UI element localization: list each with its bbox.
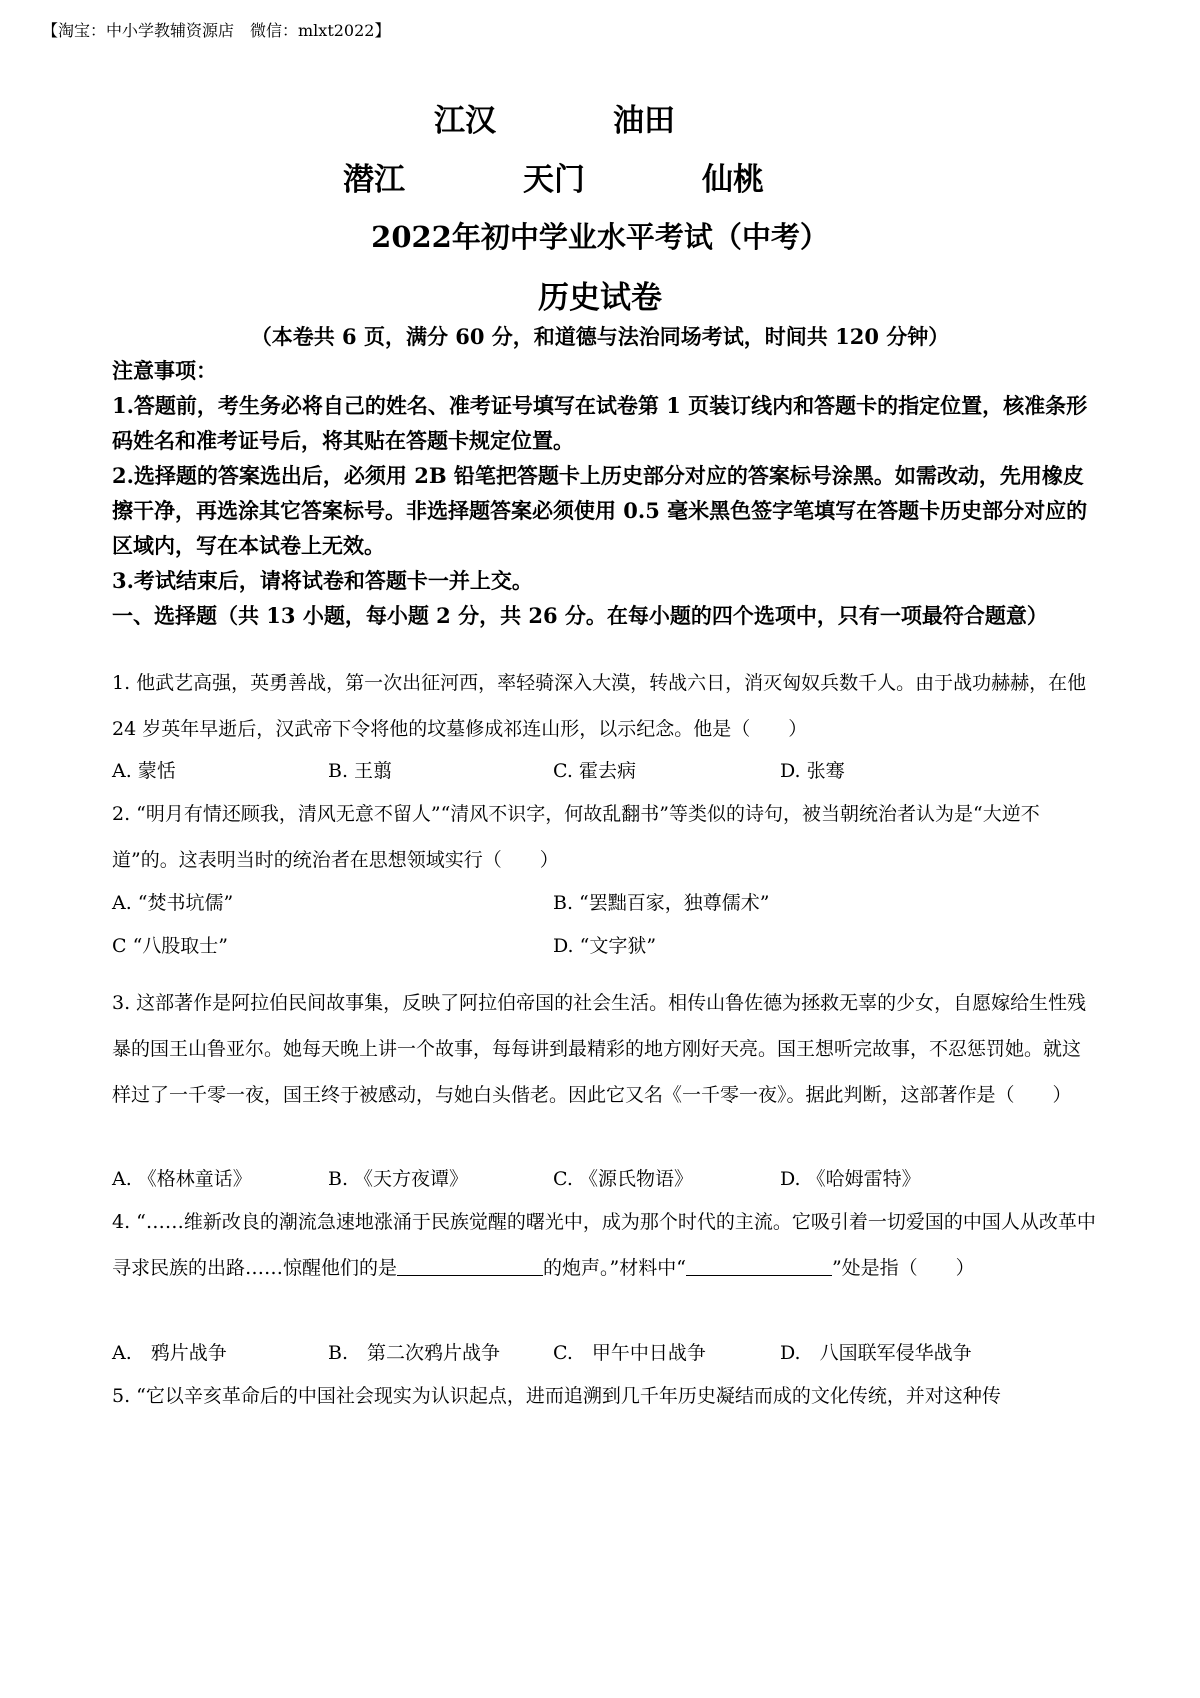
- option-b: B. 第二次鸦片战争: [328, 1342, 501, 1364]
- notice-item-1: 1.答题前，考生务必将自己的姓名、准考证号填写在试卷第 1 页装订线内和答题卡的指定位置，核准条形码姓名和准考证号后，将其贴在答题卡规定位置。: [112, 393, 1088, 453]
- option-b: B. 《天方夜谭》: [328, 1168, 469, 1190]
- question-2-options-row-1: [112, 888, 1102, 928]
- option-d: D. 张骞: [780, 760, 845, 782]
- option-a: A. 《格林童话》: [112, 1168, 252, 1190]
- fill-in-blank: [686, 1255, 832, 1276]
- question-stem: 3. 这部著作是阿拉伯民间故事集，反映了阿拉伯帝国的社会生活。相传山鲁佐德为拯救无辜的少女，自愿嫁给生性残暴的国王山鲁亚尔。她每天晚上讲一个故事，每每讲到最精彩的地方刚好天亮。国王想听完故事，不忍惩罚她。就这样过了一千零一夜，国王终于被感动，与她白头偕老。因此它又名《一千零一夜》。据此判断，这部著作是（ ）: [112, 992, 1087, 1106]
- exam-info: （本卷共 6 页，满分 60 分，和道德与法治同场考试，时间共 120 分钟）: [250, 324, 950, 349]
- option-a: A. 蒙恬: [112, 760, 176, 782]
- notice-section: [112, 353, 1098, 633]
- option-b: B. “罢黜百家，独尊儒术”: [553, 892, 770, 914]
- question-4-options: [112, 1338, 1102, 1378]
- question-3-options: [112, 1164, 1102, 1204]
- subject-title: 历史试卷: [538, 280, 662, 316]
- region-qianjiang: 潜江: [343, 162, 405, 198]
- question-2: [112, 791, 1098, 883]
- region-youtian: 油田: [613, 103, 675, 139]
- option-d: D. 《哈姆雷特》: [780, 1168, 921, 1190]
- option-b: B. 王翦: [328, 760, 393, 782]
- question-3: [112, 980, 1098, 1118]
- question-stem: 4. “……维新改良的潮流急速地涨涌于民族觉醒的曙光中，成为那个时代的主流。它吸引着一切爱国的中国人从改革中寻求民族的出路……惊醒他们的是 的炮声。”材料中“ ”处是指（ ）: [112, 1211, 1096, 1279]
- option-d: D. 八国联军侵华战争: [780, 1342, 972, 1364]
- header-watermark-note: 【淘宝：中小学教辅资源店 微信：mlxt2022】: [42, 21, 391, 40]
- region-jianghan: 江汉: [434, 103, 496, 139]
- exam-title: 2022年初中学业水平考试（中考）: [371, 220, 829, 254]
- region-xiantao: 仙桃: [702, 162, 764, 198]
- question-stem: 2. “明月有情还顾我，清风无意不留人”“清风不识字，何故乱翻书”等类似的诗句，被当朝统治者认为是“大逆不道”的。这表明当时的统治者在思想领域实行（ ）: [112, 803, 1040, 871]
- notice-item-3: 3.考试结束后，请将试卷和答题卡一并上交。: [112, 568, 533, 593]
- notice-heading: 注意事项：: [112, 358, 217, 383]
- option-a: A. 鸦片战争: [112, 1342, 227, 1364]
- question-1: [112, 660, 1098, 752]
- question-stem: 5. “它以辛亥革命后的中国社会现实为认识起点，进而追溯到几千年历史凝结而成的文化传统，并对这种传: [112, 1385, 1001, 1407]
- section-one-heading: 一、选择题（共 13 小题，每小题 2 分，共 26 分。在每小题的四个选项中，只有一项最符合题意）: [112, 603, 1048, 628]
- region-tianmen: 天门: [523, 162, 585, 198]
- fill-in-blank: [397, 1255, 543, 1276]
- question-stem: 1. 他武艺高强，英勇善战，第一次出征河西，率轻骑深入大漠，转战六日，消灭匈奴兵数千人。由于战功赫赫，在他 24 岁英年早逝后，汉武帝下令将他的坟墓修成祁连山形，以示纪念。他是（ ）: [112, 672, 1087, 740]
- question-5: [112, 1373, 1098, 1419]
- notice-item-2: 2.选择题的答案选出后，必须用 2B 铅笔把答题卡上历史部分对应的答案标号涂黑。如需改动，先用橡皮擦干净，再选涂其它答案标号。非选择题答案必须使用 0.5 毫米黑色签字笔填写在答题卡历史部分对应的区域内，写在本试卷上无效。: [112, 463, 1088, 558]
- option-c: C. 甲午中日战争: [553, 1342, 706, 1364]
- question-2-options-row-2: [112, 931, 1102, 971]
- question-1-options: [112, 756, 1102, 796]
- option-c: C. 霍去病: [553, 760, 636, 782]
- option-a: A. “焚书坑儒”: [112, 892, 234, 914]
- option-c: C “八股取士”: [112, 935, 229, 957]
- option-d: D. “文字狱”: [553, 935, 657, 957]
- question-4: [112, 1199, 1098, 1291]
- option-c: C. 《源氏物语》: [553, 1168, 693, 1190]
